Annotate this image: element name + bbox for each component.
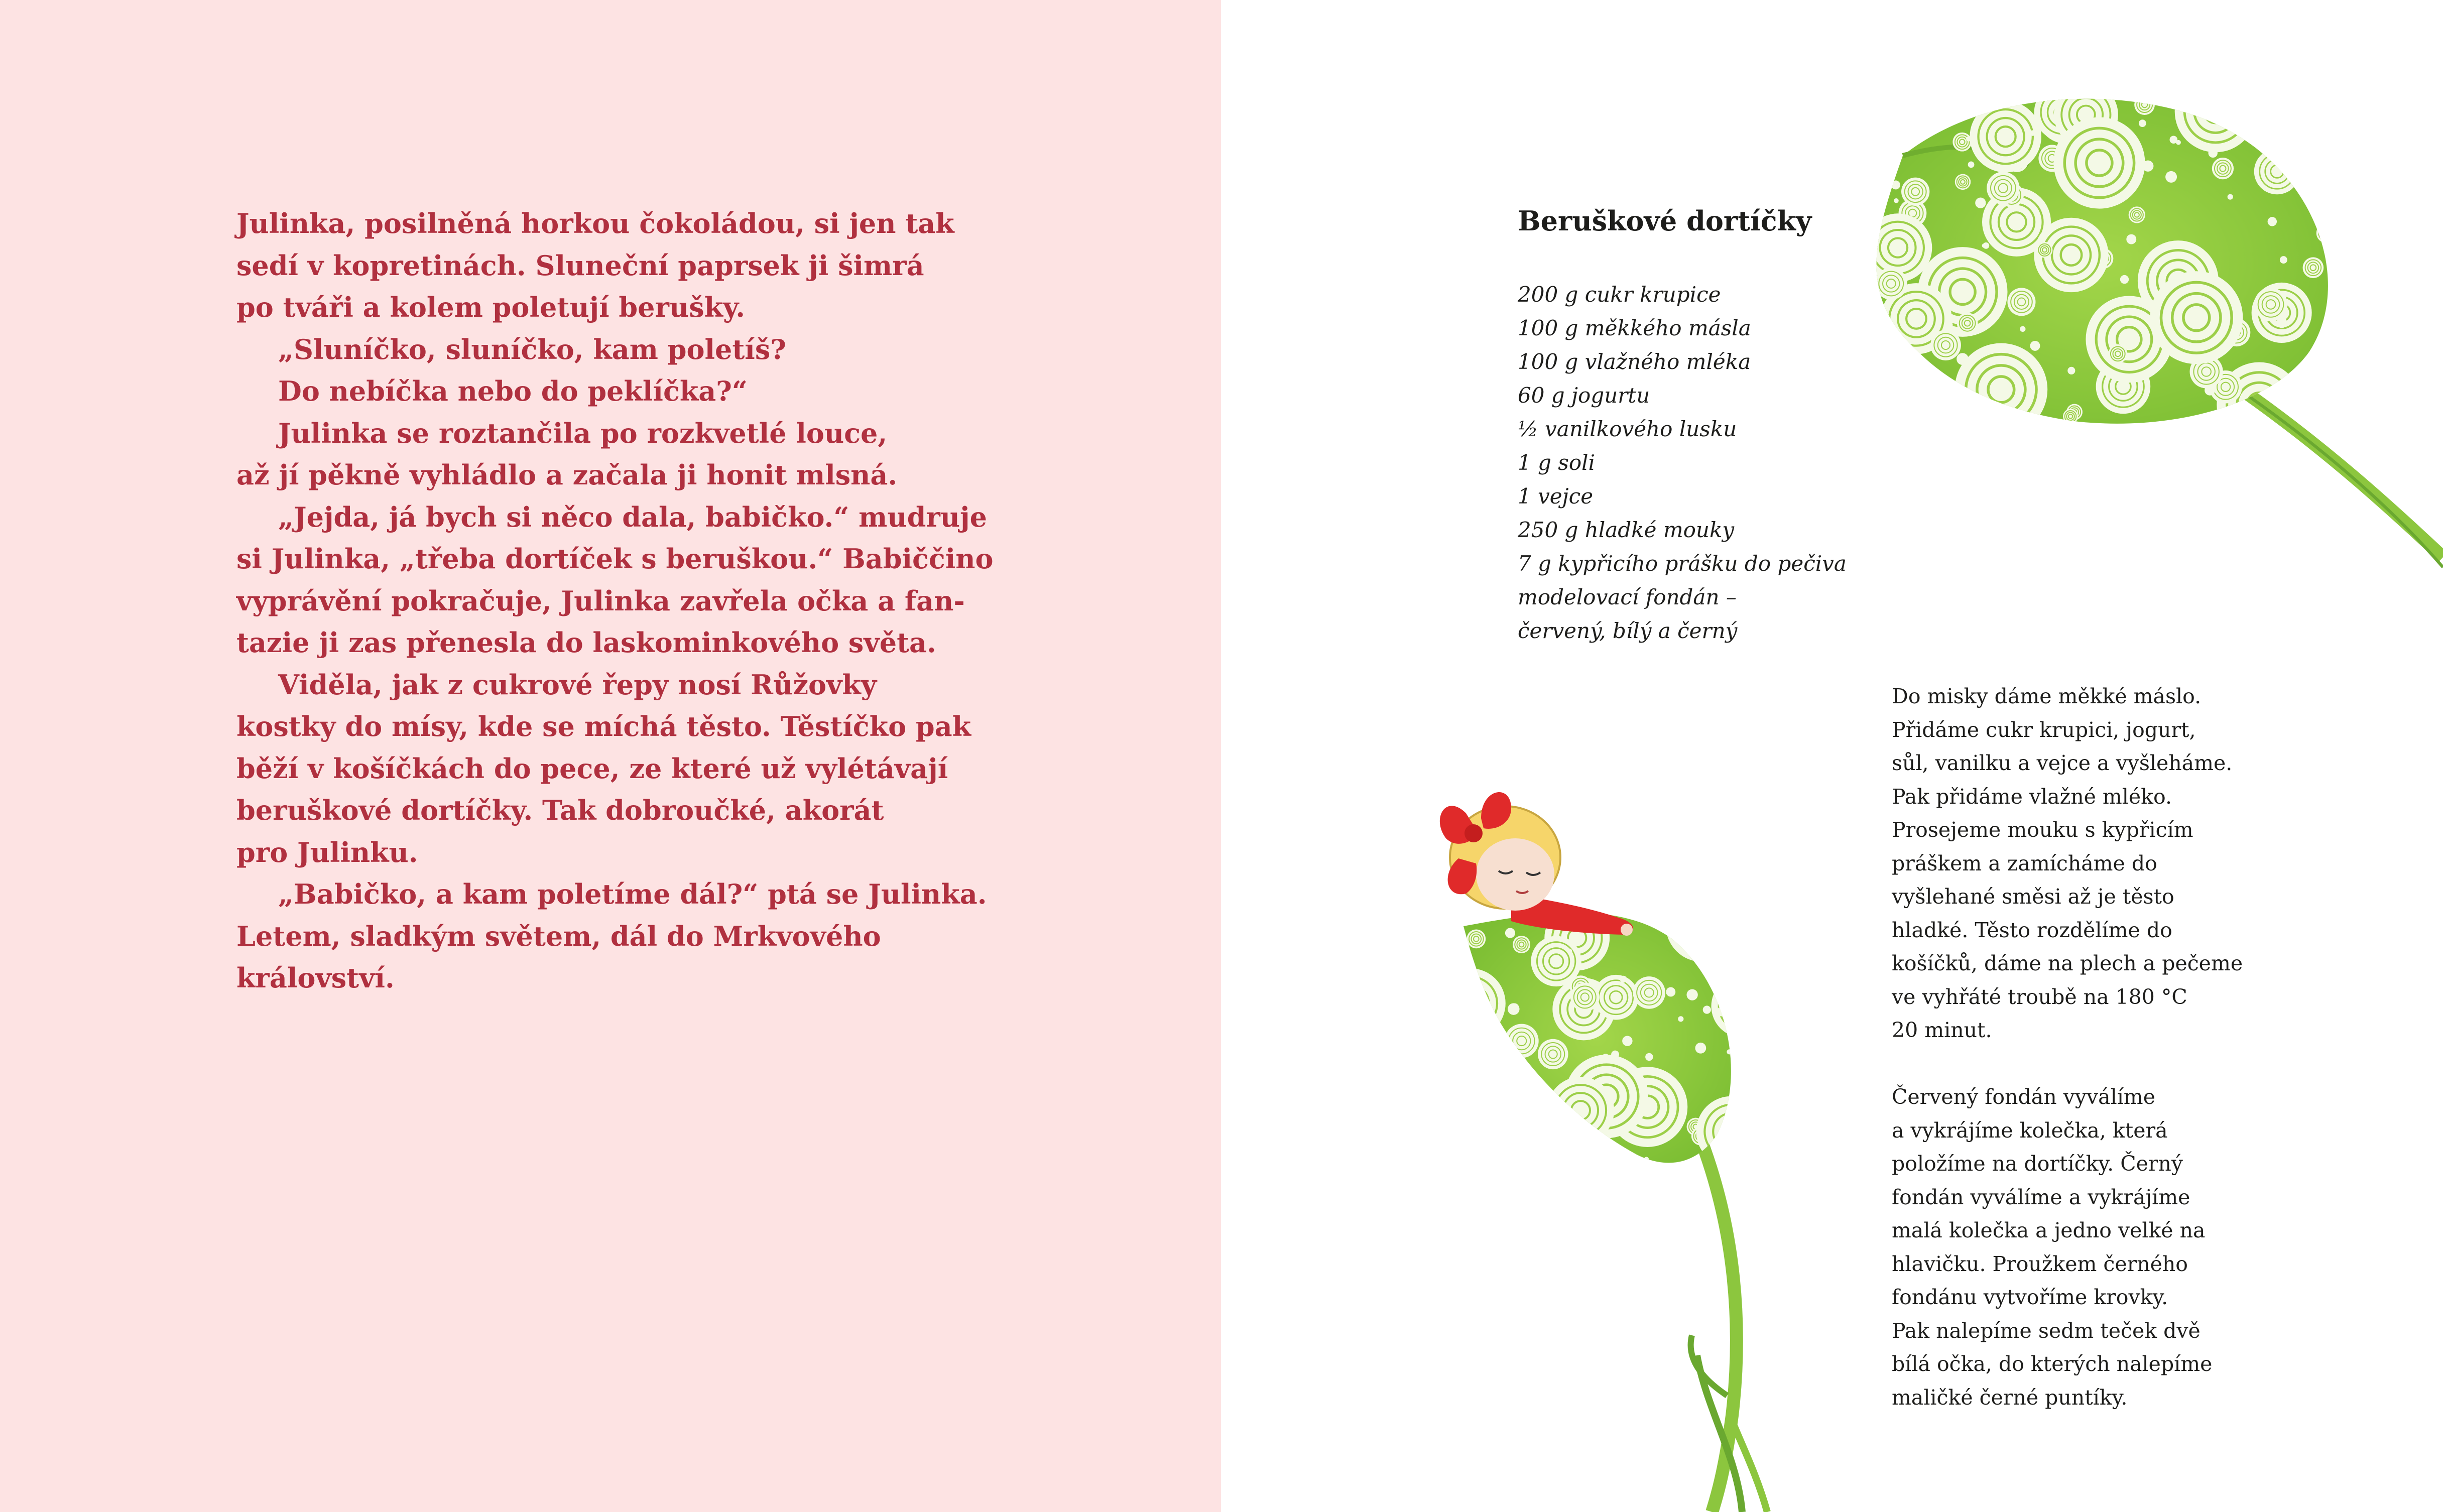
leaf-dot bbox=[2318, 192, 2341, 214]
leaf-dot bbox=[1901, 178, 1929, 206]
ingredients-list bbox=[1518, 278, 1847, 648]
leaf-dot bbox=[1508, 1003, 1519, 1015]
leaf-dot bbox=[2020, 326, 2025, 332]
leaf-dot bbox=[1620, 976, 1627, 983]
leaf-dot-ring bbox=[1926, 410, 1937, 421]
leaf-dot bbox=[1886, 386, 1897, 396]
leaf-dot bbox=[1891, 181, 1900, 190]
leaf-dot bbox=[1499, 1095, 1506, 1102]
leaf-dot-ring bbox=[1562, 1147, 1579, 1165]
leaf-dot bbox=[1633, 976, 1665, 1009]
story-line: kostky do mísy, kde se míchá těsto. Těstíčko pak bbox=[236, 710, 971, 742]
leaf-dot-ring bbox=[1723, 896, 1735, 908]
leaf-dot-ring bbox=[1612, 891, 1621, 900]
leaf-dot bbox=[1727, 1049, 1732, 1054]
leaf-dot bbox=[2067, 367, 2075, 374]
leaf-dot-ring bbox=[2324, 197, 2335, 209]
leaf-dot-ring bbox=[1698, 896, 1705, 903]
leaf-dot bbox=[1600, 878, 1633, 911]
leaf-dot-ring bbox=[1444, 977, 1497, 1030]
leaf-dot bbox=[2030, 131, 2035, 136]
leaf-dot bbox=[2250, 130, 2254, 134]
leaf-dot bbox=[2325, 330, 2335, 339]
leaf-dot-ring bbox=[1734, 997, 1752, 1015]
ingredient-item: červený, bílý a černý bbox=[1518, 618, 1738, 643]
leaf-dot-ring bbox=[2324, 230, 2329, 236]
leaf-dot bbox=[1645, 1053, 1653, 1061]
leaf-dot bbox=[1987, 172, 2019, 204]
leaf-dot bbox=[2330, 340, 2339, 349]
leaf-dot bbox=[2208, 149, 2217, 158]
leaf-dot-ring bbox=[1590, 1150, 1600, 1160]
ingredient-item: 100 g vlažného mléka bbox=[1518, 349, 1751, 374]
leaf-dot bbox=[1878, 407, 1907, 437]
leaf-dot bbox=[1945, 321, 1952, 328]
leaf-dot bbox=[1966, 137, 1971, 142]
leaf-dot bbox=[1891, 407, 1901, 417]
leaf-dot-ring bbox=[2326, 200, 2332, 206]
leaf-dot bbox=[2329, 419, 2337, 427]
leaf-dot bbox=[2126, 234, 2136, 244]
leaf-dot bbox=[1970, 101, 2041, 173]
leaf-dot bbox=[1505, 1024, 1539, 1058]
leaf-dot bbox=[1540, 1092, 1546, 1098]
leaf-dot bbox=[1699, 955, 1719, 974]
leaf-dot-ring bbox=[2318, 226, 2333, 240]
story-line: „Sluníčko, sluníčko, kam poletíš? bbox=[278, 333, 786, 365]
story-line: sedí v kopretinách. Sluneční paprsek ji šimrá bbox=[236, 249, 924, 282]
leaf-dot-ring bbox=[1475, 1045, 1480, 1050]
story-line: Do nebíčka nebo do peklíčka?“ bbox=[278, 375, 748, 407]
leaf-dot bbox=[1872, 112, 1898, 138]
leaf-dot bbox=[1547, 1077, 1614, 1144]
leaf-dot-ring bbox=[1674, 898, 1730, 953]
leaf-dot bbox=[1513, 936, 1530, 953]
leaf-dot bbox=[1462, 1092, 1470, 1099]
ingredient-item: 1 g soli bbox=[1518, 450, 1596, 475]
leaf-dot bbox=[1930, 330, 1961, 360]
leaf-dot bbox=[1602, 1151, 1636, 1185]
leaf-dot-ring bbox=[1701, 957, 1716, 972]
leaf-dot bbox=[1721, 894, 1737, 910]
leaf-dot bbox=[2030, 341, 2040, 351]
leaf-dot-ring bbox=[1566, 1151, 1575, 1161]
leaf-dot bbox=[2120, 275, 2129, 284]
leaf-dot bbox=[1957, 313, 1978, 334]
ingredient-item: modelovací fondán – bbox=[1518, 585, 1737, 609]
leaf-dot bbox=[1505, 928, 1515, 938]
leaf-dot bbox=[1952, 133, 1972, 152]
leaf-dot bbox=[2280, 256, 2287, 264]
leaf-dot bbox=[1684, 922, 1696, 934]
leaf-dot-ring bbox=[1727, 900, 1731, 904]
leaf-dot bbox=[2336, 244, 2344, 253]
leaf-dot-ring bbox=[1453, 967, 1472, 985]
leaf-dot-ring bbox=[1727, 990, 1759, 1023]
leaf-dot-ring bbox=[1986, 405, 2020, 439]
leaf-dot-ring bbox=[1713, 1113, 1750, 1150]
method-line: ve vyhřáté troubě na 180 °C bbox=[1892, 984, 2187, 1009]
leaf-dot bbox=[1436, 968, 1506, 1038]
method-line: Pak nalepíme sedm teček dvě bbox=[1892, 1318, 2201, 1343]
leaf-dot-ring bbox=[1471, 1040, 1485, 1054]
leaf-dot bbox=[2245, 109, 2257, 120]
leaf-dot bbox=[1890, 125, 1901, 136]
recipe-method bbox=[1892, 680, 2243, 1414]
leaf-dot-ring bbox=[1733, 997, 1738, 1003]
top-leaf bbox=[1864, 71, 2443, 567]
leaf-dot bbox=[1622, 1036, 1632, 1046]
leaf-dot-ring bbox=[1725, 898, 1733, 906]
leaf-dot-ring bbox=[1930, 413, 1934, 417]
leaf-dot-ring bbox=[1610, 1159, 1628, 1176]
leaf-dot-ring bbox=[2251, 420, 2260, 429]
method-line: Do misky dáme měkké máslo. bbox=[1892, 684, 2202, 708]
leaf-dot bbox=[2246, 416, 2265, 434]
story-line: „Babičko, a kam poletíme dál?“ ptá se Julinka. bbox=[278, 878, 987, 910]
leaf-dot-ring bbox=[1722, 1121, 1741, 1141]
leaf-dot bbox=[1712, 975, 1774, 1038]
ingredient-item: ½ vanilkového lusku bbox=[1518, 417, 1737, 441]
leaf-dot bbox=[2142, 161, 2153, 172]
recipe-title: Beruškové dortíčky bbox=[1518, 205, 1812, 237]
method-line: Pak přidáme vlažné mléko. bbox=[1892, 784, 2172, 809]
method-line: košíčků, dáme na plech a pečeme bbox=[1892, 951, 2243, 975]
leaf-dot bbox=[1708, 907, 1715, 913]
leaf-dot bbox=[2175, 71, 2256, 152]
leaf-dot bbox=[2139, 119, 2146, 127]
leaf-dot bbox=[1686, 989, 1697, 1000]
leaf-dot bbox=[1891, 135, 1897, 141]
method-line: 20 minut. bbox=[1892, 1018, 1992, 1042]
leaf-dot-ring bbox=[2253, 422, 2258, 427]
leaf-dot bbox=[2276, 317, 2287, 328]
story-line: beruškové dortíčky. Tak dobroučké, akorát bbox=[236, 794, 884, 826]
method-line: a vykrájíme kolečka, která bbox=[1892, 1118, 2168, 1143]
leaf-dot-ring bbox=[1728, 992, 1743, 1008]
paragraph-gap bbox=[1892, 1047, 2243, 1081]
leaf-dot-ring bbox=[1882, 121, 1889, 129]
leaf-dot bbox=[2176, 140, 2181, 145]
leaf-dot bbox=[1570, 982, 1600, 1012]
story-line: Viděla, jak z cukrové řepy nosí Růžovky bbox=[278, 668, 877, 701]
leaf-dot bbox=[1672, 903, 1694, 926]
girl-leaf bbox=[1436, 878, 1774, 1512]
story-line: běží v košíčkách do pece, ze které už vylétávají bbox=[236, 752, 948, 785]
leaf-dot-ring bbox=[1691, 889, 1712, 910]
leaf-dot bbox=[1894, 198, 1899, 203]
leaf-dot bbox=[2302, 367, 2313, 379]
leaf-dot-ring bbox=[1879, 118, 1892, 132]
leaf-dot-ring bbox=[1604, 883, 1629, 908]
leaf-dot-ring bbox=[1580, 1121, 1587, 1128]
leaf-dot bbox=[1890, 103, 1896, 109]
ingredient-item: 100 g měkkého másla bbox=[1518, 316, 1751, 340]
leaf-dot-ring bbox=[1558, 1143, 1583, 1169]
leaf-dot-ring bbox=[1680, 911, 1686, 918]
leaf-dot bbox=[2276, 116, 2282, 121]
leaf-dot bbox=[2268, 217, 2277, 226]
leaf-dot bbox=[2228, 194, 2233, 200]
story-line: Julinka, posilněná horkou čokoládou, si jen tak bbox=[236, 207, 954, 239]
girl-illustration bbox=[1440, 792, 1633, 936]
leaf-dot bbox=[1585, 1146, 1604, 1165]
leaf-dot bbox=[1678, 1016, 1683, 1022]
leaf-dot bbox=[1567, 949, 1572, 954]
leaf-dot-ring bbox=[1473, 1042, 1482, 1052]
leaf-dot-ring bbox=[1694, 892, 1708, 906]
ingredient-item: 200 g cukr krupice bbox=[1518, 282, 1721, 307]
leaf-dot bbox=[2254, 149, 2300, 194]
leaf-dot bbox=[1717, 1007, 1726, 1016]
leaf-dot bbox=[1490, 1028, 1497, 1035]
ingredient-item: 1 vejce bbox=[1518, 484, 1594, 509]
story-line: tazie ji zas přenesla do laskominkového světa. bbox=[236, 626, 936, 659]
leaf-dot-ring bbox=[1723, 1165, 1730, 1172]
leaf-dot-ring bbox=[1730, 995, 1741, 1005]
leaf-dot-ring bbox=[1885, 414, 1900, 430]
leaf-dot bbox=[2337, 280, 2343, 286]
leaf-dot-ring bbox=[1994, 413, 2012, 432]
method-line: fondánu vytvoříme krovky. bbox=[1892, 1285, 2168, 1309]
leaf-dot-ring bbox=[1461, 993, 1481, 1013]
leaf-dot bbox=[2165, 171, 2177, 183]
leaf-dot-ring bbox=[1683, 907, 1721, 944]
ingredient-item: 7 g kypřicího prášku do pečiva bbox=[1518, 551, 1847, 576]
leaf-dot-ring bbox=[1677, 908, 1688, 920]
leaf-dot bbox=[1483, 1136, 1495, 1148]
leaf-dot-ring bbox=[1614, 1163, 1624, 1172]
leaf-dot bbox=[1644, 1157, 1649, 1162]
leaf-dot bbox=[1666, 889, 1739, 962]
leaf-dot bbox=[1487, 1069, 1492, 1074]
leaf-dot-ring bbox=[1592, 1153, 1598, 1158]
leaf-dot-ring bbox=[1881, 411, 1904, 433]
leaf-dot bbox=[2290, 156, 2296, 163]
leaf-dot bbox=[1735, 1004, 1743, 1013]
method-line: sůl, vanilku a vejce a vyšleháme. bbox=[1892, 751, 2233, 775]
leaf-dot bbox=[2301, 143, 2309, 151]
leaf-dot bbox=[1538, 1039, 1568, 1069]
leaf-dot-ring bbox=[1456, 970, 1469, 982]
story-line: si Julinka, „třeba dortíček s beruškou.“ Babiččino bbox=[236, 543, 994, 575]
leaf-dot bbox=[2212, 158, 2234, 179]
story-line: království. bbox=[236, 962, 395, 994]
leaf-dot bbox=[2150, 271, 2243, 364]
leaf-dot bbox=[2303, 257, 2324, 278]
leaf-dot-ring bbox=[1452, 985, 1489, 1022]
method-line: malá kolečka a jedno velké na bbox=[1892, 1218, 2206, 1242]
leaf-dot bbox=[1975, 198, 1986, 208]
leaf-dot-ring bbox=[1551, 895, 1556, 899]
story-line: vyprávění pokračuje, Julinka zavřela očka a fan- bbox=[236, 584, 965, 617]
leaf-dot-ring bbox=[1905, 375, 1917, 388]
leaf-dot bbox=[1924, 408, 1939, 423]
leaf-dot-ring bbox=[1719, 982, 1767, 1030]
leaf-dot-ring bbox=[2321, 228, 2331, 238]
method-line: Přidáme cukr krupici, jogurt, bbox=[1892, 717, 2196, 742]
leaf-dot-ring bbox=[1549, 893, 1558, 901]
leaf-dot bbox=[1688, 886, 1715, 913]
method-line: bílá očka, do kterých nalepíme bbox=[1892, 1352, 2213, 1376]
method-line: hladké. Těsto rozdělíme do bbox=[1892, 918, 2172, 942]
method-line: Červený fondán vyválíme bbox=[1892, 1085, 2155, 1109]
method-line: práškem a zamícháme do bbox=[1892, 851, 2157, 875]
method-line: položíme na dortíčky. Černý bbox=[1892, 1152, 2183, 1176]
leaf-dot bbox=[1450, 964, 1475, 988]
leaf-dot-ring bbox=[1889, 418, 1897, 427]
leaf-dot bbox=[2318, 118, 2326, 125]
leaf-dot bbox=[1695, 1043, 1706, 1054]
story-line: „Jejda, já bych si něco dala, babičko.“ mudruje bbox=[278, 500, 987, 533]
leaf-dot bbox=[1613, 901, 1623, 911]
leaf-dot bbox=[1467, 929, 1486, 948]
leaf-dot-ring bbox=[2204, 100, 2227, 122]
leaf-dot bbox=[2033, 421, 2043, 431]
leaf-dot bbox=[2329, 139, 2340, 150]
leaf-dot bbox=[1462, 954, 1469, 960]
leaf-dot bbox=[1594, 975, 1639, 1020]
leaf-dot-ring bbox=[1706, 962, 1712, 967]
leaf-dot bbox=[2254, 288, 2288, 321]
leaf-dot-ring bbox=[1928, 412, 1935, 419]
leaf-dot bbox=[1875, 268, 1907, 300]
leaf-dot-ring bbox=[1908, 379, 1914, 385]
leaf-dot-ring bbox=[2249, 418, 2263, 432]
leaf-dot bbox=[1666, 987, 1675, 997]
story-line: až jí pěkně vyhládlo a začala ji honit mlsná. bbox=[236, 459, 898, 491]
method-line: vyšlehané směsi až je těsto bbox=[1892, 885, 2174, 909]
leaf-dot-ring bbox=[1587, 1148, 1602, 1163]
leaf-dot bbox=[1703, 1005, 1711, 1014]
story-line: Julinka se roztančila po rozkvetlé louce, bbox=[278, 417, 888, 449]
leaf-dot bbox=[1550, 1135, 1556, 1141]
method-line: Prosejeme mouku s kypřicím bbox=[1892, 818, 2193, 842]
leaf-dot bbox=[1725, 990, 1746, 1011]
leaf-dot bbox=[2108, 344, 2127, 363]
leaf-dot-ring bbox=[2321, 195, 2338, 211]
leaf-dot bbox=[1531, 936, 1581, 987]
leaf-dot bbox=[2338, 208, 2347, 217]
leaf-dot-ring bbox=[2247, 410, 2255, 418]
ingredient-item: 250 g hladké mouky bbox=[1518, 518, 1735, 542]
story-line: po tváři a kolem poletují berušky. bbox=[236, 291, 746, 323]
leaf-dot bbox=[2294, 402, 2301, 409]
leaf-dot bbox=[1955, 343, 2048, 436]
leaf-dot bbox=[1879, 325, 1887, 333]
leaf-dot-ring bbox=[1459, 973, 1467, 980]
leaf-dot bbox=[1968, 161, 1975, 168]
leaf-dot-ring bbox=[1876, 115, 1896, 136]
leaf-dot-ring bbox=[1674, 906, 1691, 923]
leaf-dot bbox=[1468, 1038, 1487, 1056]
leaf-dot bbox=[2209, 103, 2215, 109]
leaf-dot bbox=[1554, 1139, 1587, 1173]
leaf-dot-ring bbox=[1581, 1122, 1585, 1126]
leaf-dot-ring bbox=[1606, 1155, 1632, 1180]
leaf-dot-ring bbox=[1720, 1162, 1733, 1176]
leaf-dot bbox=[1890, 149, 1900, 159]
leaf-dot-ring bbox=[1692, 915, 1713, 936]
story-line: pro Julinku. bbox=[236, 836, 418, 868]
leaf-dot bbox=[1982, 243, 1987, 248]
leaf-dot bbox=[2316, 223, 2336, 243]
method-line: hlavičku. Proužkem černého bbox=[1892, 1251, 2188, 1276]
leaf-dot-ring bbox=[1902, 373, 1920, 391]
leaf-dot bbox=[1899, 370, 1922, 393]
leaf-dot-ring bbox=[1608, 887, 1625, 904]
method-line: maličké černé puntíky. bbox=[1892, 1385, 2128, 1410]
story-line: Letem, sladkým světem, dál do Mrkvového bbox=[236, 920, 881, 952]
method-line: fondán vyválíme a vykrájíme bbox=[1892, 1185, 2190, 1209]
ingredient-item: 60 g jogurtu bbox=[1518, 383, 1650, 408]
leaf-dot bbox=[2134, 94, 2155, 115]
leaf-dot bbox=[2007, 288, 2035, 316]
leaf-dot bbox=[2053, 117, 2145, 208]
leaf-dot-ring bbox=[1704, 959, 1714, 969]
